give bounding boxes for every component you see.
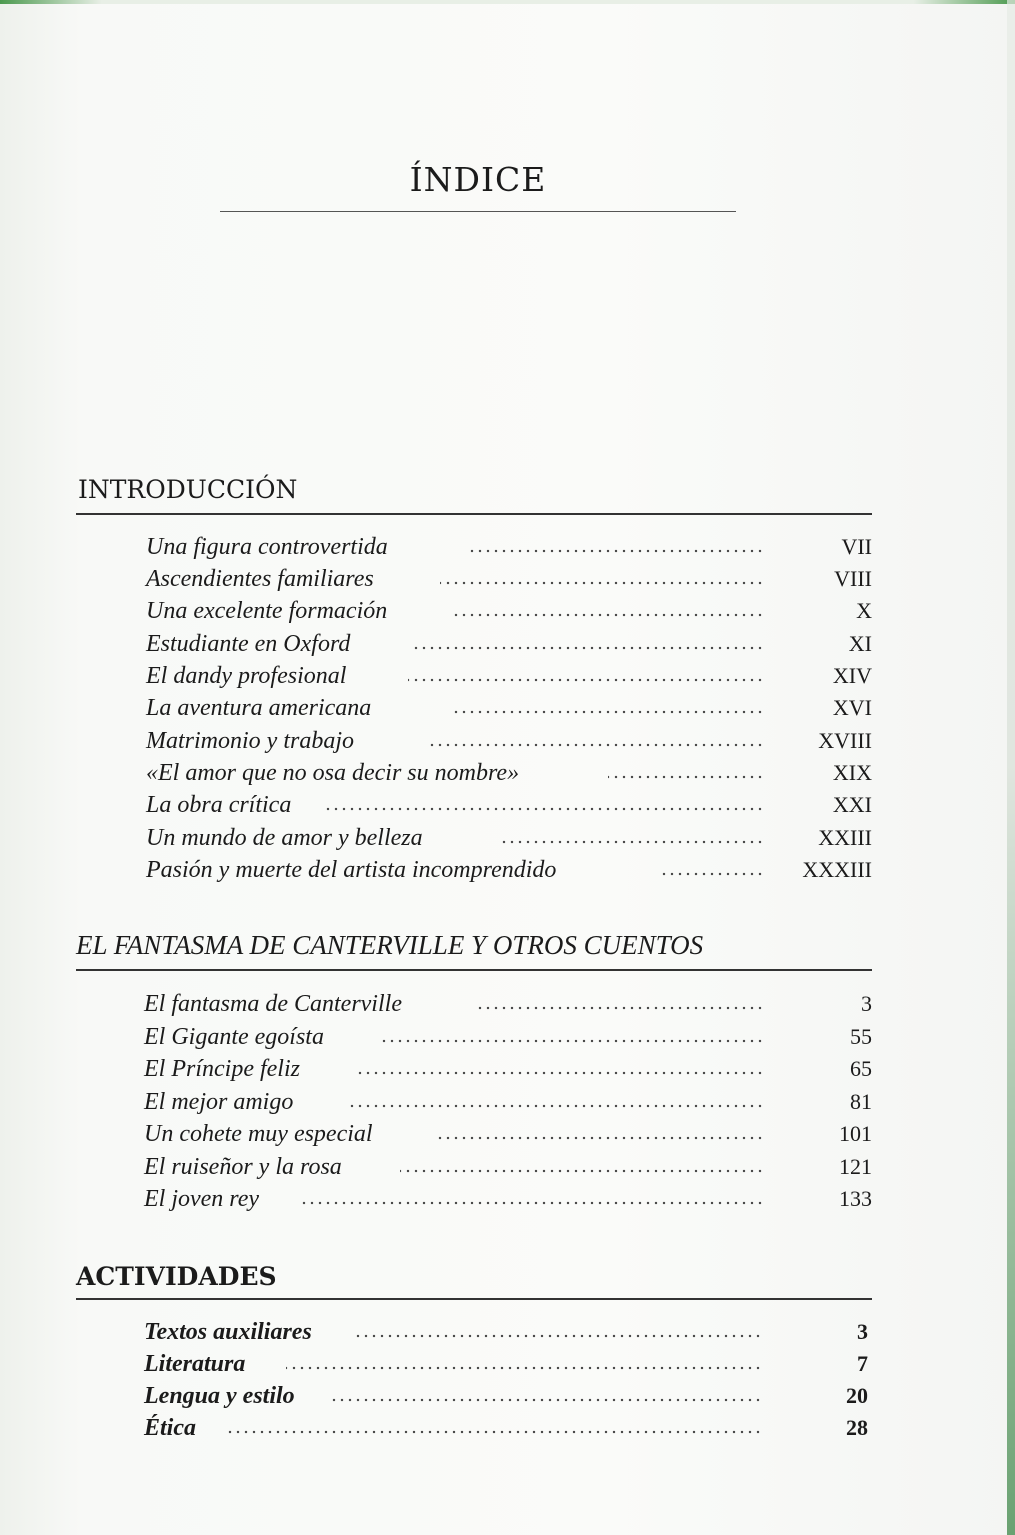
dot-leader [356, 1071, 764, 1075]
toc-entry-title: El fantasma de Canterville [144, 991, 402, 1017]
dot-leader [324, 807, 764, 811]
toc-entry-title: Textos auxiliares [144, 1319, 312, 1345]
dot-leader [286, 1366, 762, 1370]
toc-entry-page: XVIII [818, 728, 872, 753]
dot-leader [662, 872, 764, 876]
dot-leader [450, 710, 764, 714]
toc-entry-page: 101 [839, 1121, 872, 1146]
toc-entry [146, 825, 872, 857]
toc-entry-title: Estudiante en Oxford [146, 631, 351, 657]
toc-entry [144, 1089, 872, 1121]
dot-leader [400, 1169, 764, 1173]
toc-entry [144, 1121, 872, 1153]
toc-entry-page: XIV [832, 663, 872, 688]
toc-entry-page: 28 [846, 1415, 868, 1440]
toc-entry-title: Pasión y muerte del artista incomprendido [146, 857, 557, 883]
toc-entry-title: La aventura americana [146, 695, 372, 721]
toc-entry-title: El Gigante egoísta [144, 1024, 324, 1050]
toc-entry-page: 81 [850, 1089, 872, 1114]
dot-leader [414, 646, 764, 650]
dot-leader [608, 775, 764, 779]
toc-entry-title: El joven rey [144, 1186, 260, 1212]
section-heading-introduccion: INTRODUCCIÓN [78, 475, 298, 504]
section-heading-cuentos: EL FANTASMA DE CANTERVILLE Y OTROS CUENTOS [76, 930, 704, 960]
toc-entry [146, 631, 872, 663]
toc-entry-title: El dandy profesional [146, 663, 347, 689]
toc-entry-page: XIX [832, 760, 872, 785]
toc-entry-page: 133 [839, 1186, 872, 1211]
toc-entry-page: 3 [857, 1319, 868, 1344]
toc-entry-title: Lengua y estilo [144, 1383, 295, 1409]
toc-entry-title: El mejor amigo [144, 1089, 294, 1115]
dot-leader [228, 1430, 762, 1434]
page-top-edge [0, 0, 1015, 4]
dot-leader [436, 1136, 764, 1140]
toc-entry-title: «El amor que no osa decir su nombre» [146, 760, 520, 786]
toc-entry [146, 695, 872, 727]
toc-entry [146, 566, 872, 598]
toc-entry-title: Una figura controvertida [146, 534, 388, 560]
toc-entry-page: 7 [857, 1351, 868, 1376]
toc-entry [146, 760, 872, 792]
page-title: ÍNDICE [409, 160, 547, 199]
toc-entry-page: VIII [834, 566, 872, 591]
toc-entry-title: Literatura [144, 1351, 246, 1377]
dot-leader [426, 743, 764, 747]
toc-entry-title: Una excelente formación [146, 598, 388, 624]
toc-entry-title: Ética [144, 1415, 196, 1441]
toc-entry [144, 1319, 868, 1351]
toc-entry [146, 728, 872, 760]
dot-leader [440, 581, 764, 585]
toc-entry-page: XI [848, 631, 872, 656]
dot-leader [478, 1006, 764, 1010]
toc-entry [144, 991, 872, 1023]
toc-entry-page: XVI [832, 695, 872, 720]
toc-entry-page: X [856, 598, 872, 623]
toc-entry [144, 1154, 872, 1186]
toc-entry [144, 1383, 868, 1415]
toc-entry [146, 663, 872, 695]
toc-entry-page: XXXIII [802, 857, 872, 882]
toc-entry [144, 1024, 872, 1056]
dot-leader [466, 549, 764, 553]
toc-entry [144, 1186, 872, 1218]
toc-entry-page: 3 [861, 991, 872, 1016]
toc-entry-page: 55 [850, 1024, 872, 1049]
dot-leader [302, 1201, 764, 1205]
dot-leader [356, 1334, 762, 1338]
toc-entry-page: 65 [850, 1056, 872, 1081]
toc-entry-page: XXIII [818, 825, 872, 850]
toc-entry-title: El ruiseñor y la rosa [144, 1154, 342, 1180]
dot-leader [332, 1398, 762, 1402]
toc-entry-page: XXI [832, 792, 872, 817]
section-rule [76, 969, 872, 971]
toc-entry [146, 792, 872, 824]
toc-entry-title: La obra crítica [146, 792, 292, 818]
section-rule [76, 513, 872, 515]
toc-entry [144, 1351, 868, 1383]
toc-entry [144, 1415, 868, 1447]
dot-leader [500, 840, 764, 844]
page-right-edge [1007, 0, 1015, 1535]
dot-leader [348, 1104, 764, 1108]
toc-entry [146, 598, 872, 630]
toc-entry [144, 1056, 872, 1088]
toc-entry [146, 857, 872, 889]
toc-entry-title: Un mundo de amor y belleza [146, 825, 423, 851]
toc-entry-title: El Príncipe feliz [144, 1056, 300, 1082]
toc-entry-page: 20 [846, 1383, 868, 1408]
title-rule [220, 211, 736, 212]
dot-leader [450, 613, 764, 617]
dot-leader [408, 678, 764, 682]
section-rule [76, 1298, 872, 1300]
toc-entry-page: 121 [839, 1154, 872, 1179]
toc-entry [146, 534, 872, 566]
toc-entry-title: Ascendientes familiares [146, 566, 374, 592]
dot-leader [382, 1039, 764, 1043]
toc-entry-title: Un cohete muy especial [144, 1121, 373, 1147]
toc-entry-title: Matrimonio y trabajo [146, 728, 354, 754]
section-heading-actividades: ACTIVIDADES [76, 1262, 277, 1291]
toc-entry-page: VII [841, 534, 872, 559]
